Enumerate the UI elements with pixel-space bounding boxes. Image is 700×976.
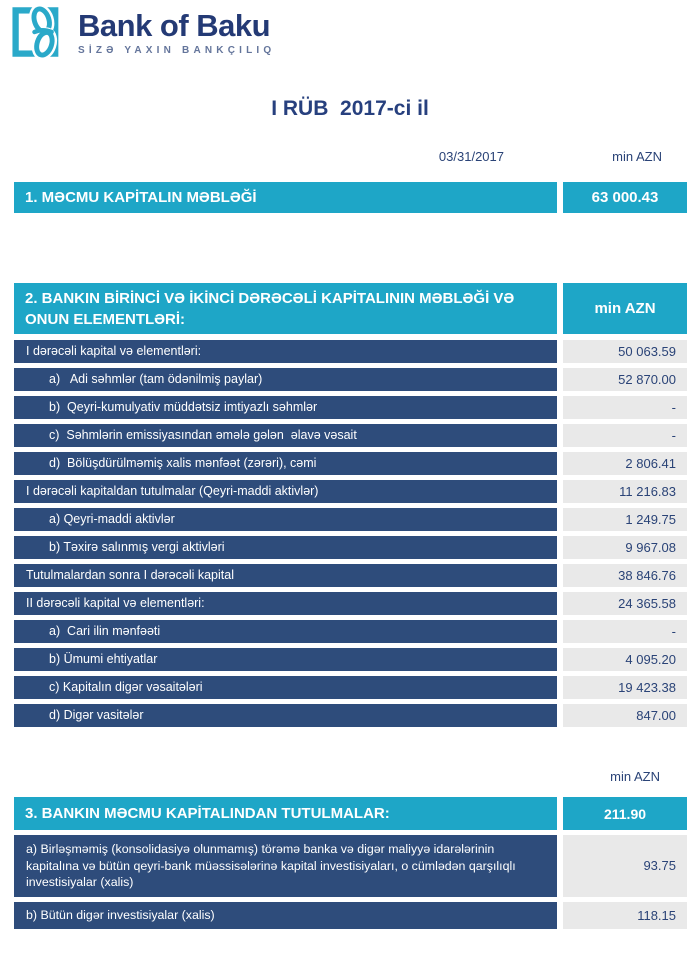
- bank-of-baku-chain-icon: [12, 4, 66, 60]
- row-label: a) Adi səhmlər (tam ödənilmiş paylar): [14, 368, 557, 391]
- row-label: II dərəcəli kapital və elementləri:: [14, 592, 557, 615]
- row-label: b) Ümumi ehtiyatlar: [14, 648, 557, 671]
- table-row: [14, 704, 687, 727]
- table-row: [14, 564, 687, 587]
- table-row: [14, 396, 687, 419]
- report-date: 03/31/2017: [438, 149, 504, 164]
- row-label: a) Cari ilin mənfəəti: [14, 620, 557, 643]
- row-label: d) Bölüşdürülməmiş xalis mənfəət (zərəri), cəmi: [14, 452, 557, 475]
- table-row: [14, 648, 687, 671]
- section3-table: [14, 797, 687, 934]
- row-value: -: [563, 424, 687, 447]
- table-row: [14, 452, 687, 475]
- table-row: [14, 676, 687, 699]
- section2-title: 2. BANKIN BİRİNCİ VƏ İKİNCİ DƏRƏCƏLİ KAPİTALININ MƏBLƏĞİ VƏ ONUN ELEMENTLƏRİ:: [14, 283, 557, 334]
- row-label: a) Qeyri-maddi aktivlər: [14, 508, 557, 531]
- row-value: 93.75: [563, 835, 687, 897]
- section1-header: [14, 182, 687, 213]
- currency-unit-top: min AZN: [612, 149, 662, 164]
- row-value: 50 063.59: [563, 340, 687, 363]
- report-title: I RÜB 2017-ci il: [271, 97, 429, 120]
- row-label: I dərəcəli kapitaldan tutulmalar (Qeyri-maddi aktivlər): [14, 480, 557, 503]
- row-label: b) Təxirə salınmış vergi aktivləri: [14, 536, 557, 559]
- section3-header: [14, 797, 687, 830]
- row-label: b) Qeyri-kumulyativ müddətsiz imtiyazlı səhmlər: [14, 396, 557, 419]
- bank-name: Bank of Baku: [78, 8, 271, 43]
- row-value: 19 423.38: [563, 676, 687, 699]
- section2-header: [14, 283, 687, 334]
- table-row: [14, 902, 687, 929]
- table-row: [14, 480, 687, 503]
- section1-title: 1. MƏCMU KAPİTALIN MƏBLƏĞİ: [14, 182, 557, 213]
- row-value: 24 365.58: [563, 592, 687, 615]
- currency-unit-mid: min AZN: [610, 769, 660, 784]
- row-label: I dərəcəli kapital və elementləri:: [14, 340, 557, 363]
- table-row: [14, 620, 687, 643]
- section3-value: 211.90: [563, 797, 687, 830]
- table-row: [14, 368, 687, 391]
- table-row: [14, 424, 687, 447]
- row-label: b) Bütün digər investisiyalar (xalis): [14, 902, 557, 929]
- row-value: 1 249.75: [563, 508, 687, 531]
- table-row: [14, 536, 687, 559]
- table-row: [14, 835, 687, 897]
- section3-title: 3. BANKIN MƏCMU KAPİTALINDAN TUTULMALAR:: [14, 797, 557, 830]
- row-value: 52 870.00: [563, 368, 687, 391]
- row-value: -: [563, 396, 687, 419]
- row-value: -: [563, 620, 687, 643]
- row-value: 2 806.41: [563, 452, 687, 475]
- row-value: 847.00: [563, 704, 687, 727]
- row-label: c) Kapitalın digər vəsaitələri: [14, 676, 557, 699]
- table-row: [14, 592, 687, 615]
- table-row: [14, 340, 687, 363]
- bank-logo-text: [78, 4, 275, 56]
- row-value: 11 216.83: [563, 480, 687, 503]
- row-value: 38 846.76: [563, 564, 687, 587]
- section1-value: 63 000.43: [563, 182, 687, 213]
- row-label: d) Digər vasitələr: [14, 704, 557, 727]
- section2-table: [14, 283, 687, 732]
- row-label: c) Səhmlərin emissiyasından əmələ gələn əlavə vəsait: [14, 424, 557, 447]
- bank-logo: [12, 4, 275, 60]
- bank-tagline: SİZƏ YAXIN BANKÇILIQ: [78, 45, 276, 56]
- section2-unit: min AZN: [563, 283, 687, 334]
- row-value: 118.15: [563, 902, 687, 929]
- table-row: [14, 508, 687, 531]
- row-label: a) Birləşməmiş (konsolidasiyə olunmamış) törəmə banka və digər maliyyə idarələrinin kapitalına və bütün qeyri-bank müəssisələrinə kapital investisiyaları, o cümlədən qarşılıqlı investisiyalar (xalis): [14, 835, 557, 897]
- row-value: 9 967.08: [563, 536, 687, 559]
- row-value: 4 095.20: [563, 648, 687, 671]
- row-label: Tutulmalardan sonra I dərəcəli kapital: [14, 564, 557, 587]
